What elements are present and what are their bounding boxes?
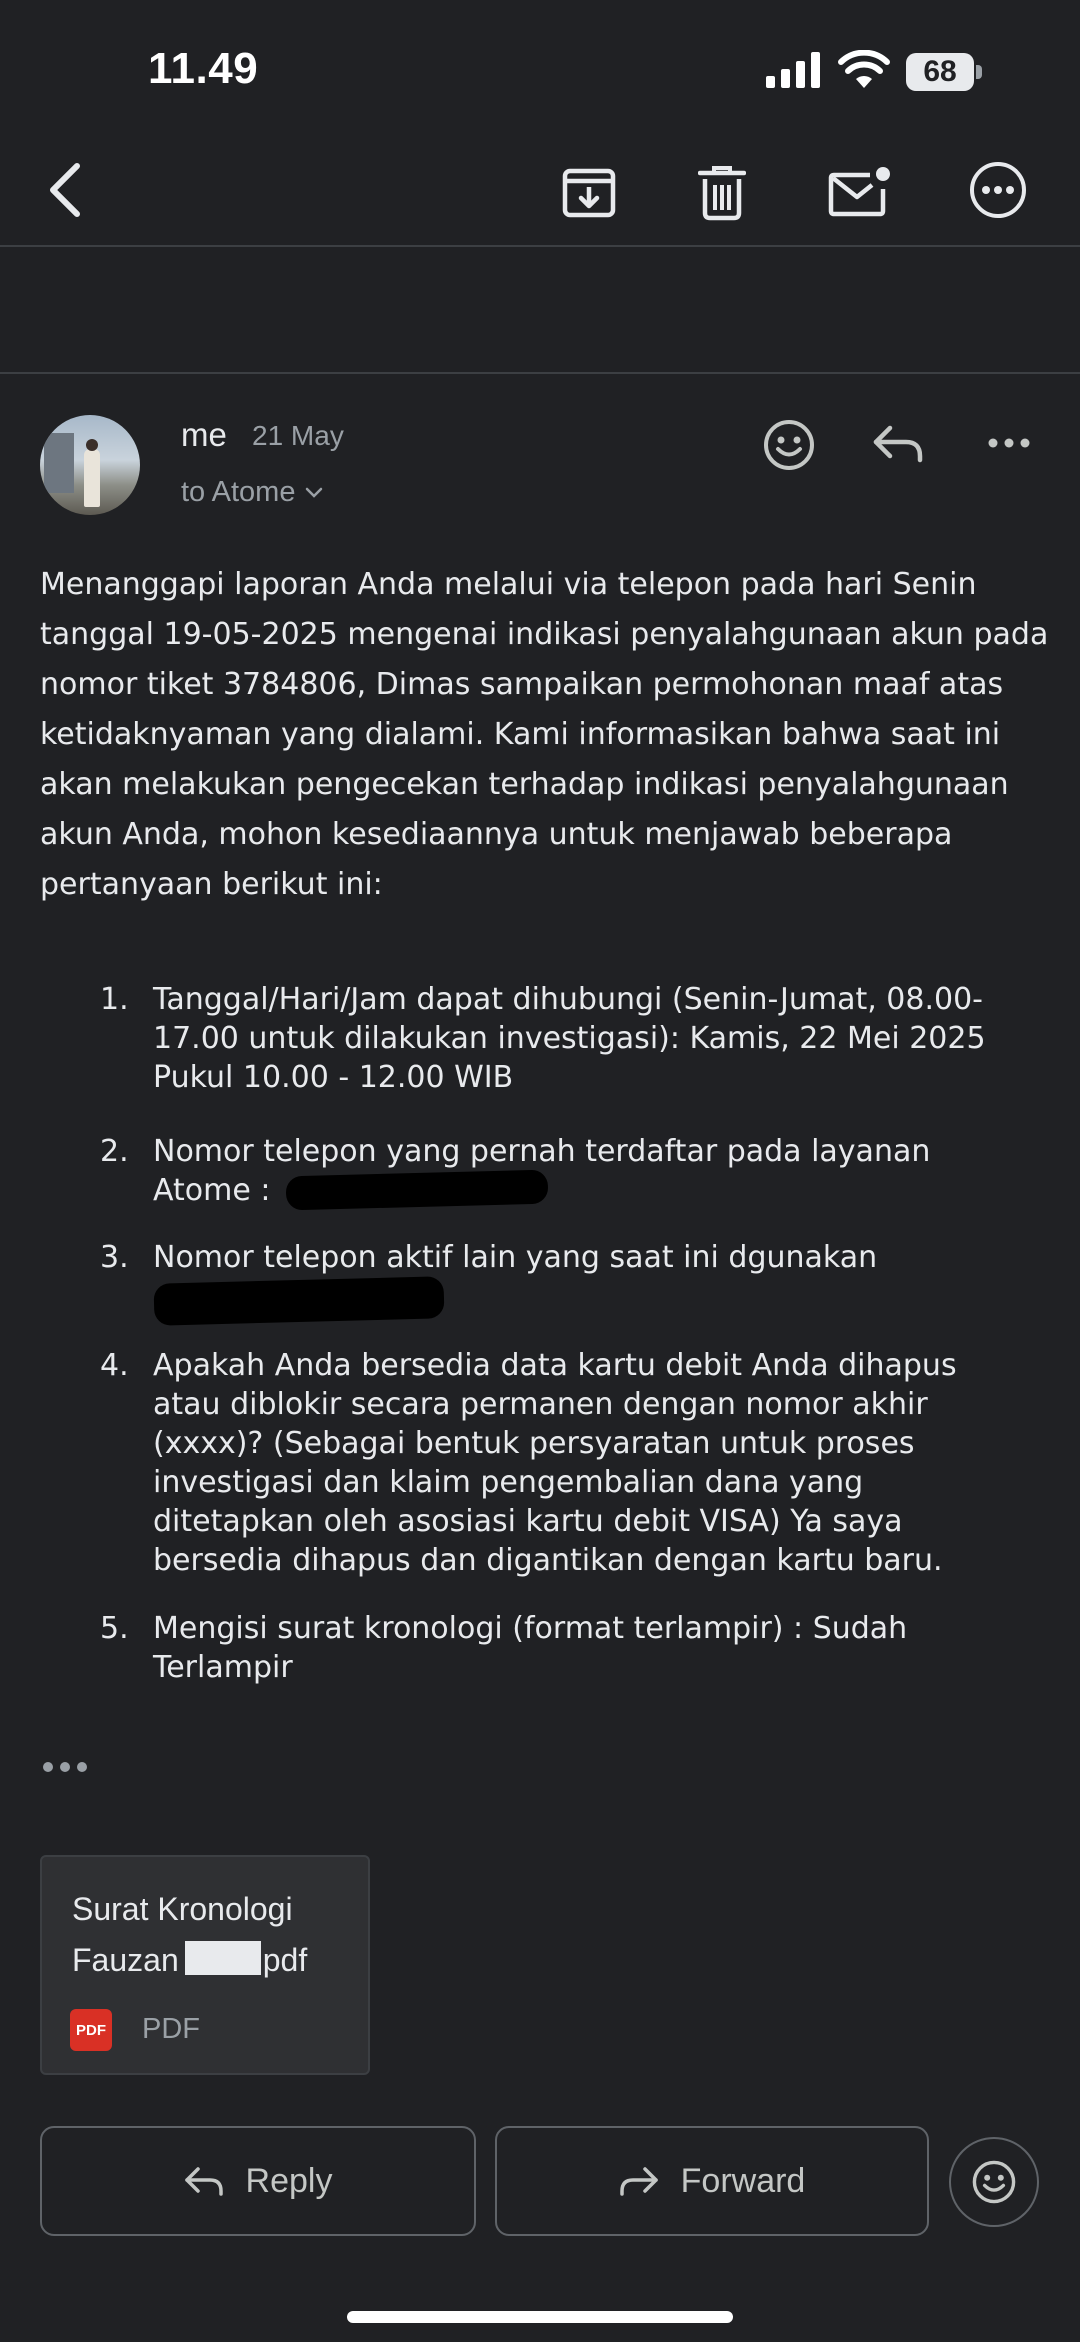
more-options-button[interactable] <box>966 158 1030 222</box>
mark-unread-button[interactable] <box>824 160 896 226</box>
mark-unread-icon <box>828 165 892 221</box>
trash-icon <box>698 165 746 221</box>
subject-divider <box>0 372 1080 374</box>
pdf-icon: PDF <box>70 2009 112 2051</box>
status-time: 11.49 <box>148 44 259 93</box>
home-indicator[interactable] <box>347 2311 733 2323</box>
reply-icon <box>872 424 924 464</box>
battery-icon <box>906 53 984 91</box>
list-item: 1. Tanggal/Hari/Jam dapat dihubungi (Senin-Jumat, 08.00-17.00 untuk dilakukan investigasi): Kamis, 22 Mei 2025 Pukul 10.00 - 12.00 WIB <box>100 982 986 1095</box>
emoji-icon <box>762 418 816 472</box>
add-reaction-button[interactable] <box>762 418 816 472</box>
back-button[interactable] <box>40 158 90 222</box>
forward-action-button[interactable] <box>495 2126 929 2236</box>
back-arrow-icon <box>47 162 83 218</box>
emoji-reaction-button[interactable] <box>949 2137 1039 2227</box>
chevron-down-icon <box>305 487 323 499</box>
message-date: 21 May <box>252 420 344 451</box>
delete-button[interactable] <box>692 160 752 226</box>
forward-icon <box>619 2166 659 2196</box>
redacted-phone <box>153 1276 444 1326</box>
reply-label: Reply <box>245 2161 333 2200</box>
avatar[interactable] <box>40 415 140 515</box>
cellular-signal-icon <box>766 52 822 88</box>
toolbar-divider <box>0 245 1080 247</box>
message-body-intro: Menanggapi laporan Anda melalui via telepon pada hari Senin tanggal 19-05-2025 mengenai indikasi penyalahgunaan akun pada nomor tiket 3784806, Dimas sampaikan permohonan maaf atas ketidaknyaman yang dialami. Kami informasikan bahwa saat ini akan melakukan pengecekan terhadap indikasi penyalahgunaan akun Anda, mohon kesediaannya untuk menjawab beberapa pertanyaan berikut ini: <box>40 567 1049 902</box>
attachment-name-line2: Fauzan pdf <box>72 1942 308 1978</box>
sender-name: me <box>181 416 227 453</box>
redacted-phone <box>286 1170 549 1211</box>
forward-label: Forward <box>680 2161 806 2200</box>
battery-level: 68 <box>906 53 974 91</box>
reply-icon <box>184 2166 224 2196</box>
attachment-card[interactable] <box>40 1855 370 2075</box>
list-item: 2. Nomor telepon yang pernah terdaftar pada layanan Atome : <box>100 1134 931 1208</box>
list-item: 3. Nomor telepon aktif lain yang saat ini dgunakan <box>100 1240 878 1275</box>
more-options-icon <box>969 161 1027 219</box>
show-trimmed-content-button[interactable] <box>42 1760 88 1774</box>
archive-icon <box>561 165 617 221</box>
list-item: 5. Mengisi surat kronologi (format terlampir) : Sudah Terlampir <box>100 1611 908 1685</box>
more-horizontal-icon <box>988 438 1030 448</box>
list-item: 4. Apakah Anda bersedia data kartu debit Anda dihapus atau diblokir secara permanen dengan nomor akhir (xxxx)? (Sebagai bentuk persyaratan untuk proses investigasi dan klaim pengembalian dana yang ditetapkan oleh asosiasi kartu debit VISA) Ya saya bersedia dihapus dan digantikan dengan kartu baru. <box>100 1348 957 1578</box>
attachment-name-line1: Surat Kronologi <box>72 1891 293 1927</box>
recipient-details-toggle[interactable] <box>181 476 323 509</box>
message-more-button[interactable] <box>986 426 1032 460</box>
wifi-icon <box>838 50 890 90</box>
archive-button[interactable] <box>556 160 622 226</box>
emoji-icon <box>971 2159 1017 2205</box>
recipient-label: to Atome <box>181 476 296 508</box>
reply-button[interactable] <box>872 420 924 468</box>
reply-action-button[interactable] <box>40 2126 476 2236</box>
attachment-type: PDF <box>142 2013 200 2045</box>
